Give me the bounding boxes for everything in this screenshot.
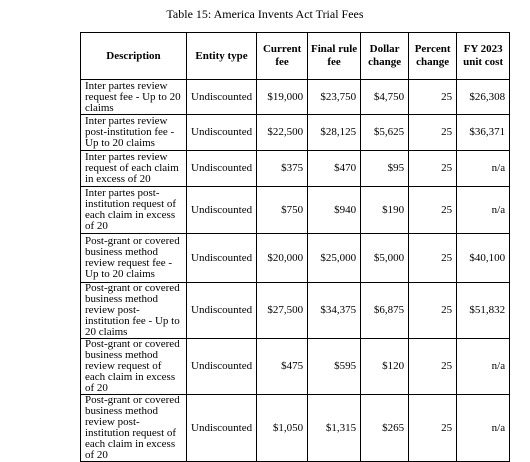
cell-unit-cost: n/a bbox=[457, 395, 510, 462]
table-row bbox=[81, 151, 510, 187]
fees-table bbox=[80, 32, 510, 462]
cell-entity-type: Undiscounted bbox=[187, 395, 257, 462]
cell-unit-cost: n/a bbox=[457, 339, 510, 395]
cell-percent-change: 25 bbox=[409, 187, 457, 234]
cell-unit-cost: $26,308 bbox=[457, 80, 510, 115]
cell-entity-type: Undiscounted bbox=[187, 115, 257, 151]
table-row bbox=[81, 339, 510, 395]
header-dollar-change: Dollar change bbox=[361, 33, 409, 80]
cell-dollar-change: $4,750 bbox=[361, 80, 409, 115]
cell-entity-type: Undiscounted bbox=[187, 339, 257, 395]
cell-unit-cost: n/a bbox=[457, 187, 510, 234]
cell-current-fee: $475 bbox=[257, 339, 308, 395]
header-row bbox=[81, 33, 510, 80]
cell-percent-change: 25 bbox=[409, 283, 457, 339]
cell-final-rule-fee: $25,000 bbox=[308, 234, 361, 283]
cell-current-fee: $19,000 bbox=[257, 80, 308, 115]
cell-dollar-change: $6,875 bbox=[361, 283, 409, 339]
cell-description: Post-grant or covered business method review request of each claim in excess of 20 bbox=[81, 339, 187, 395]
cell-unit-cost: $40,100 bbox=[457, 234, 510, 283]
header-entity-type: Entity type bbox=[187, 33, 257, 80]
header-current-fee: Current fee bbox=[257, 33, 308, 80]
header-description: Description bbox=[81, 33, 187, 80]
cell-final-rule-fee: $940 bbox=[308, 187, 361, 234]
cell-current-fee: $22,500 bbox=[257, 115, 308, 151]
header-final-rule-fee: Final rule fee bbox=[308, 33, 361, 80]
cell-percent-change: 25 bbox=[409, 115, 457, 151]
cell-dollar-change: $265 bbox=[361, 395, 409, 462]
cell-description: Inter partes post-institution request of each claim in excess of 20 bbox=[81, 187, 187, 234]
cell-final-rule-fee: $28,125 bbox=[308, 115, 361, 151]
cell-percent-change: 25 bbox=[409, 339, 457, 395]
cell-description: Post-grant or covered business method review post-institution fee - Up to 20 claims bbox=[81, 283, 187, 339]
cell-final-rule-fee: $23,750 bbox=[308, 80, 361, 115]
cell-description: Post-grant or covered business method review post-institution request of each claim in excess of 20 bbox=[81, 395, 187, 462]
cell-current-fee: $375 bbox=[257, 151, 308, 187]
cell-current-fee: $750 bbox=[257, 187, 308, 234]
cell-current-fee: $1,050 bbox=[257, 395, 308, 462]
table-row bbox=[81, 80, 510, 115]
cell-dollar-change: $120 bbox=[361, 339, 409, 395]
cell-entity-type: Undiscounted bbox=[187, 80, 257, 115]
cell-description: Inter partes review request of each claim in excess of 20 bbox=[81, 151, 187, 187]
cell-entity-type: Undiscounted bbox=[187, 151, 257, 187]
cell-unit-cost: $36,371 bbox=[457, 115, 510, 151]
cell-description: Post-grant or covered business method review request fee - Up to 20 claims bbox=[81, 234, 187, 283]
cell-entity-type: Undiscounted bbox=[187, 234, 257, 283]
table-row bbox=[81, 234, 510, 283]
cell-final-rule-fee: $595 bbox=[308, 339, 361, 395]
cell-description: Inter partes review request fee - Up to 20 claims bbox=[81, 80, 187, 115]
table-row bbox=[81, 187, 510, 234]
cell-dollar-change: $190 bbox=[361, 187, 409, 234]
table-caption: Table 15: America Invents Act Trial Fees bbox=[166, 7, 364, 21]
cell-entity-type: Undiscounted bbox=[187, 187, 257, 234]
cell-current-fee: $20,000 bbox=[257, 234, 308, 283]
cell-unit-cost: n/a bbox=[457, 151, 510, 187]
header-percent-change: Percent change bbox=[409, 33, 457, 80]
cell-unit-cost: $51,832 bbox=[457, 283, 510, 339]
cell-percent-change: 25 bbox=[409, 80, 457, 115]
cell-dollar-change: $5,625 bbox=[361, 115, 409, 151]
table-row bbox=[81, 395, 510, 462]
cell-current-fee: $27,500 bbox=[257, 283, 308, 339]
table-row bbox=[81, 283, 510, 339]
cell-dollar-change: $5,000 bbox=[361, 234, 409, 283]
cell-final-rule-fee: $34,375 bbox=[308, 283, 361, 339]
cell-percent-change: 25 bbox=[409, 234, 457, 283]
cell-percent-change: 25 bbox=[409, 151, 457, 187]
cell-description: Inter partes review post-institution fee - Up to 20 claims bbox=[81, 115, 187, 151]
cell-entity-type: Undiscounted bbox=[187, 283, 257, 339]
cell-final-rule-fee: $470 bbox=[308, 151, 361, 187]
cell-dollar-change: $95 bbox=[361, 151, 409, 187]
cell-percent-change: 25 bbox=[409, 395, 457, 462]
header-unit-cost: FY 2023 unit cost bbox=[457, 33, 510, 80]
table-row bbox=[81, 115, 510, 151]
cell-final-rule-fee: $1,315 bbox=[308, 395, 361, 462]
